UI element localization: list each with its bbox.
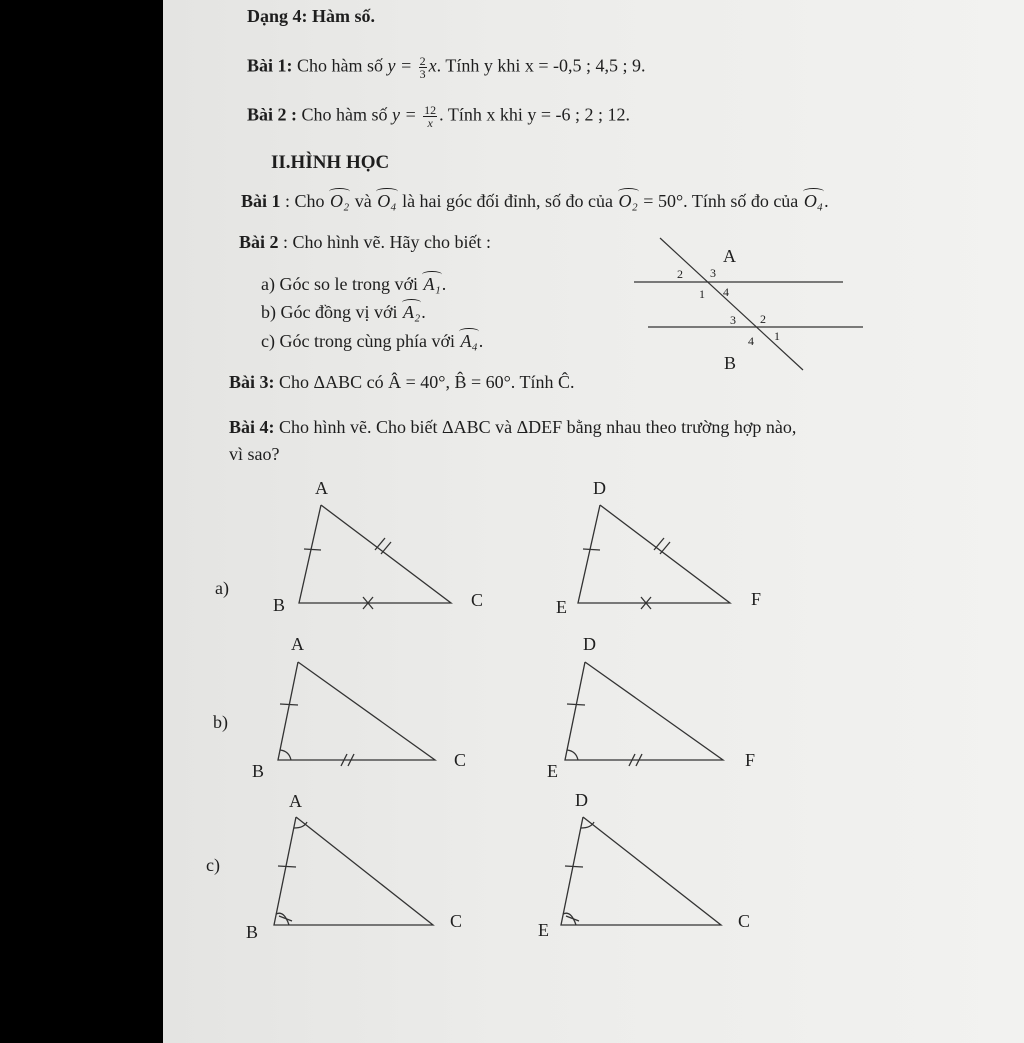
fraction: $\frac{12}{x}$	[424, 103, 437, 130]
angle-o2: O₂	[618, 191, 638, 211]
variable: x	[428, 55, 437, 76]
point-a-label: A	[723, 246, 736, 266]
exercise-text: Cho ΔABC có Â = 40°, B̂ = 60°. Tính Ĉ.	[279, 372, 575, 392]
parallel-lines-figure	[618, 234, 873, 376]
exercise-label: Bài 3:	[229, 372, 275, 392]
case-tag: b)	[213, 712, 228, 732]
vertex-label: B	[252, 761, 265, 781]
angle-o2: O₂	[330, 191, 350, 211]
vertex-label: B	[246, 922, 259, 942]
angle-label: 3	[710, 266, 716, 280]
geometry-exercise-3	[229, 372, 574, 393]
vertex-label: C	[454, 750, 467, 770]
question-a: a) Góc so le trong với A₁.	[261, 274, 447, 294]
fraction: $\frac{2}{3}$	[419, 54, 426, 81]
point-b-label: B	[724, 353, 737, 373]
equation-lhs: y =	[387, 55, 413, 76]
triangle-abc-a	[299, 505, 451, 609]
angle-o4: O₄	[803, 191, 824, 211]
triangle-abc-b	[278, 662, 435, 766]
vertex-label: E	[538, 920, 549, 940]
angle-label: 4	[748, 334, 754, 348]
angle-label: 2	[677, 267, 683, 281]
vertex-label: A	[289, 791, 302, 811]
vertex-label: B	[273, 595, 286, 615]
case-tag: c)	[206, 855, 220, 875]
case-tag: a)	[215, 578, 229, 598]
exercise-label: Bài 2	[239, 232, 279, 252]
worksheet-page	[163, 0, 1024, 1043]
vertex-label: D	[583, 634, 596, 654]
exercise-label: Bài 4:	[229, 417, 275, 437]
geometry-title: II.HÌNH HỌC	[271, 152, 390, 173]
angle-label: 1	[774, 329, 780, 343]
exercise-label: Bài 1:	[247, 55, 293, 76]
exercise-text: . Tính y khi x = -0,5 ; 4,5 ; 9.	[436, 55, 646, 76]
vertex-label: E	[556, 597, 567, 617]
vertex-label: A	[315, 478, 328, 498]
question-b: b) Góc đồng vị với A₂.	[261, 302, 426, 322]
exercise-text: = 50°. Tính số đo của	[643, 191, 799, 211]
vertex-label: C	[450, 911, 463, 931]
triangles-figure	[163, 470, 1024, 950]
angle-a1: A₁	[423, 274, 441, 294]
vertex-label: F	[751, 589, 762, 609]
exercise-text: : Cho hình vẽ. Hãy cho biết :	[283, 232, 491, 252]
exercise-label: Bài 2 :	[247, 104, 298, 125]
angle-label: 1	[699, 287, 705, 301]
triangle-def-c	[561, 817, 721, 925]
triangle-def-b	[565, 662, 723, 766]
angle-label: 2	[760, 312, 766, 326]
section-title: Dạng 4: Hàm số.	[247, 6, 376, 26]
angle-label: 3	[730, 313, 736, 327]
vertex-label: D	[593, 478, 606, 498]
algebra-exercise-2	[247, 104, 630, 129]
vertex-label: D	[575, 790, 588, 810]
exercise-text: và	[354, 191, 372, 211]
exercise-text: . Tính x khi y = -6 ; 2 ; 12.	[439, 104, 630, 125]
vertex-label: C	[738, 911, 751, 931]
exercise-label: Bài 1	[241, 191, 281, 211]
triangle-def-a	[578, 505, 730, 609]
equation-lhs: y =	[392, 104, 417, 125]
angle-a2: A₂	[403, 302, 421, 322]
angle-a4: A₄	[460, 331, 478, 351]
exercise-text: Cho hàm số	[301, 104, 388, 125]
geometry-exercise-4	[229, 417, 796, 438]
exercise-text: : Cho	[285, 191, 325, 211]
geometry-exercise-2	[239, 232, 491, 253]
vertex-label: E	[547, 761, 558, 781]
question-c: c) Góc trong cùng phía với A₄.	[261, 331, 484, 351]
triangle-abc-c	[274, 817, 433, 925]
angle-label: 4	[723, 285, 729, 299]
algebra-exercise-1	[247, 55, 646, 80]
exercise-text-line2: vì sao?	[229, 444, 280, 464]
vertex-label: F	[745, 750, 756, 770]
angle-o4: O₄	[377, 191, 397, 211]
exercise-text: Cho hình vẽ. Cho biết ΔABC và ΔDEF bằng nhau theo trường hợp nào,	[279, 417, 797, 437]
exercise-text: là hai góc đối đỉnh, số đo của	[402, 191, 614, 211]
vertex-label: C	[471, 590, 484, 610]
exercise-text: Cho hàm số	[297, 55, 384, 76]
vertex-label: A	[291, 634, 304, 654]
geometry-exercise-1: Bài 1 : Cho O₂ và O₄ là hai góc đối đỉnh, số đo của O₂ = 50°. Tính số đo của O₄.	[241, 191, 829, 211]
